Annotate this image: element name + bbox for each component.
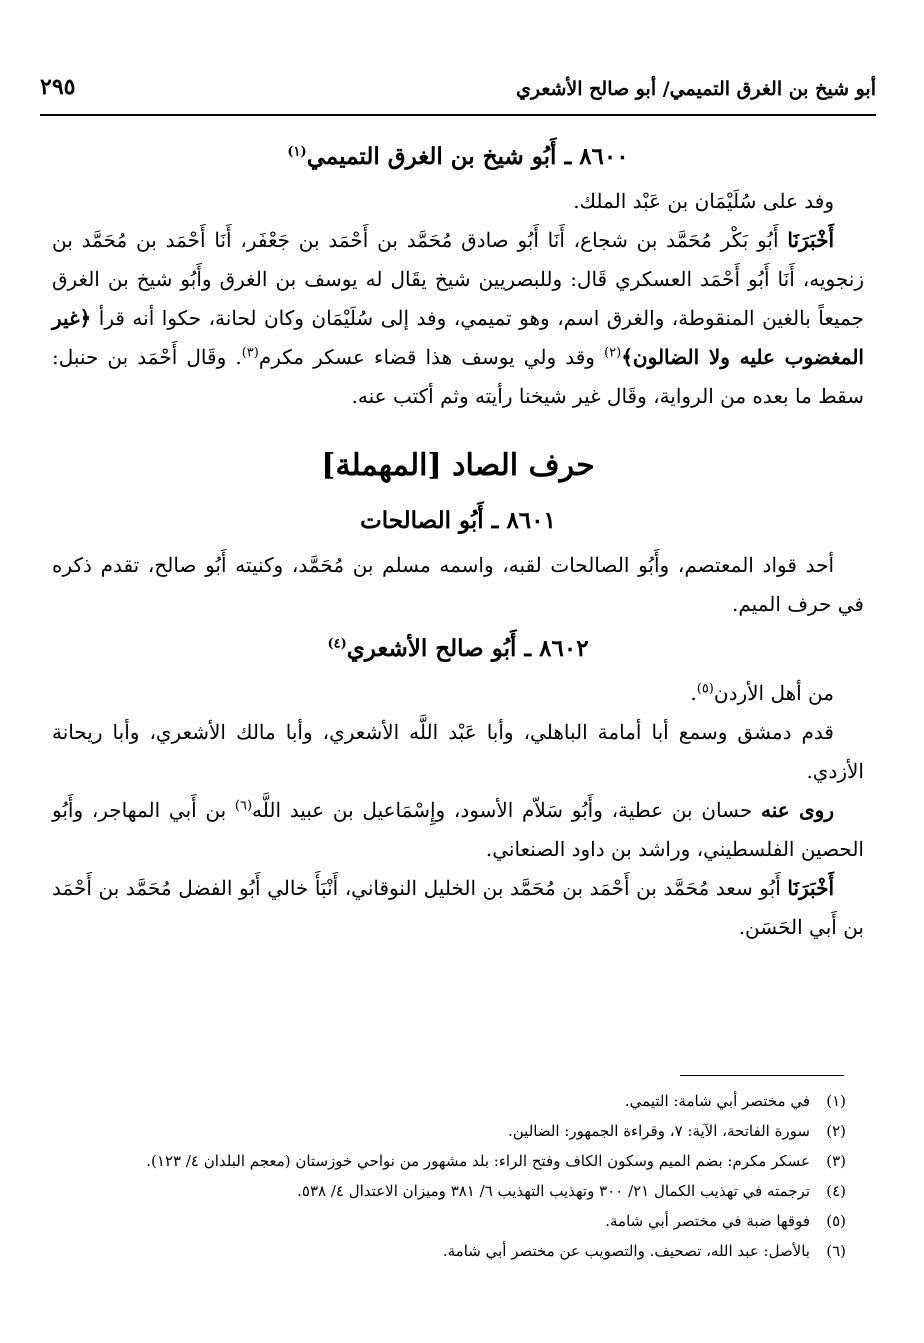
footnotes	[56, 1086, 846, 1266]
footnote: (٢)سورة الفاتحة، الآية: ٧، وقراءة الجمهور: الضالين.	[508, 1122, 846, 1140]
footnote-ref: (٥)	[696, 681, 714, 697]
keyword-rawa-anhu: روى عنه	[761, 798, 835, 822]
section-heading: حرف الصاد [المهملة]	[321, 448, 595, 483]
entry-heading-8600: ٨٦٠٠ ـ أَبُو شيخ بن الغرق التميمي$^{(١)}$	[287, 143, 629, 170]
footnote-ref: (٤)	[327, 636, 347, 652]
footnote-ref: (٦)	[234, 798, 253, 814]
main-text	[52, 132, 864, 947]
footnote: (٣)عسكر مكرم: بضم الميم وسكون الكاف وفتح الراء: بلد مشهور من نواحي خوزستان (معجم البلدان ٤/ ١٢٣).	[146, 1152, 846, 1170]
page-header	[40, 70, 876, 116]
footnotes-divider	[680, 1075, 844, 1076]
running-title: أبو شيخ بن الغرق التميمي/ أبو صالح الأشعري	[515, 78, 876, 100]
quran-quote: ﴿غير المغضوب عليه ولا الضالون﴾	[52, 306, 864, 369]
paragraph: وفد على سُلَيْمَان بن عَبْد الملك.	[573, 189, 834, 213]
paragraph: من أهل الأردن$^{(٥)}$.	[690, 681, 834, 705]
footnote-ref: (٢)	[604, 345, 622, 361]
entry-heading-8601: ٨٦٠١ ـ أَبُو الصالحات	[360, 507, 556, 534]
footnote: (٦)بالأصل: عبد الله، تصحيف. والتصويب عن مختصر أبي شامة.	[442, 1242, 846, 1260]
paragraph: أَخْبَرَنَا أَبُو سعد مُحَمَّد بن أَحْمَد بن مُحَمَّد بن الخليل النوقاني، أَنْبَأَ خالي أَبُو الفضل مُحَمَّد بن أَحْمَد بن أَبي الحَسَن.	[52, 876, 864, 939]
paragraph: أحد قواد المعتصم، وأَبُو الصالحات لقبه، واسمه مسلم بن مُحَمَّد، وكنيته أَبُو صالح، تقدم ذكره في حرف الميم.	[52, 553, 864, 616]
footnote: (١)في مختصر أبي شامة: التيمي.	[624, 1092, 846, 1110]
entry-heading-8602: ٨٦٠٢ ـ أَبُو صالح الأشعري$^{(٤)}$	[327, 635, 589, 662]
keyword-akhbarana: أَخْبَرَنَا	[787, 876, 834, 900]
footnote-ref: (٣)	[241, 345, 259, 361]
paragraph: أَخْبَرَنَا أَبُو بَكْر مُحَمَّد بن شجاع، أَنَا أَبُو صادق مُحَمَّد بن أَحْمَد بن جَعْفَر، أَنَا أَحْمَد بن مُحَمَّد بن زنجويه، أَنَا أَبُو أَحْمَد العسكري قَال: وللبصريين شيخ يقَال له يوسف بن الغرق وأَبُو شيخ بن الغرق جميعاً بالغين المنقوطة، والغرق اسم، وهو تميمي، وفد إلى سُلَيْمَان وكان لحانة، حكوا أنه قرأ ﴿غير المغضوب عليه ولا الضالون﴾$^{(٢)}$ وقد ولي يوسف هذا قضاء عسكر مكرم$^{(٣)}$. وقَال أَحْمَد بن حنبل: سقط ما بعده من الرواية، وقَال غير شيخنا رأيته وثم أكتب عنه.	[52, 228, 864, 408]
page-number: ٢٩٥	[40, 74, 76, 100]
footnote-ref: (١)	[287, 144, 307, 160]
footnote: (٤)ترجمته في تهذيب الكمال ٢١/ ٣٠٠ وتهذيب التهذيب ٦/ ٣٨١ وميزان الاعتدال ٤/ ٥٣٨.	[297, 1182, 846, 1200]
paragraph: روى عنه حسان بن عطية، وأَبُو سَلاّم الأسود، وإِسْمَاعيل بن عبيد اللَّه$^{(٦)}$ بن أَبي المهاجر، وأَبُو الحصين الفلسطيني، وراشد بن داود الصنعاني.	[52, 798, 864, 861]
footnote: (٥)فوقها ضبة في مختصر أبي شامة.	[605, 1212, 846, 1230]
paragraph: قدم دمشق وسمع أبا أمامة الباهلي، وأبا عَبْد اللَّه الأشعري، وأبا مالك الأشعري، وأبا ريحانة الأزدي.	[52, 720, 864, 783]
keyword-akhbarana: أَخْبَرَنَا	[787, 228, 834, 252]
